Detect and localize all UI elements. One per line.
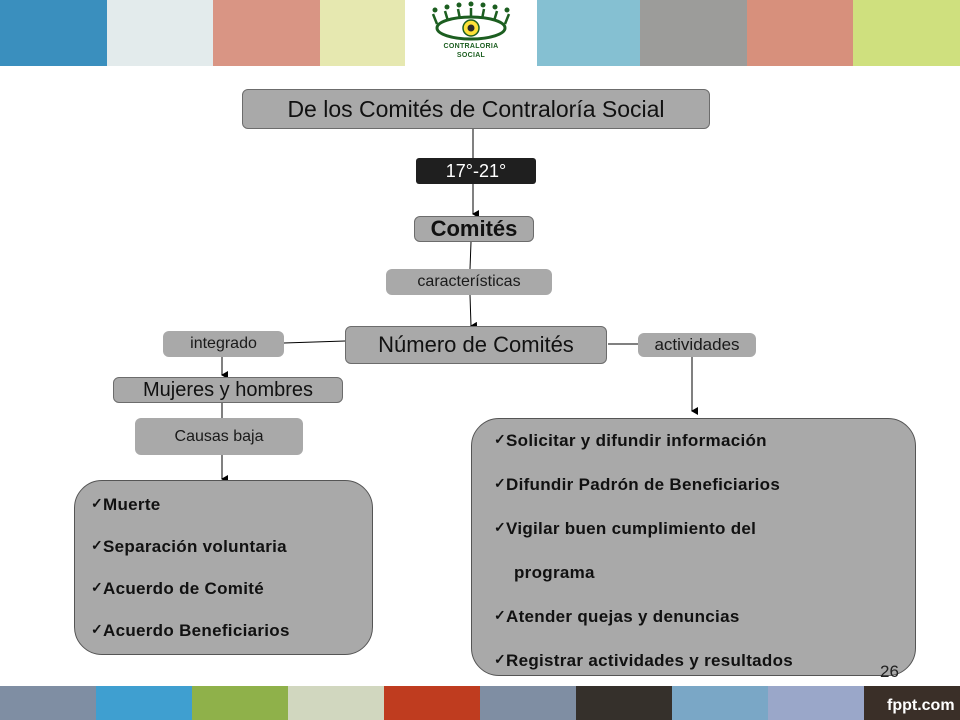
bottom-band-segment bbox=[768, 686, 864, 720]
connector-caracteristicas-numero bbox=[470, 295, 471, 326]
bottom-band-segment bbox=[192, 686, 288, 720]
check-icon: ✓ bbox=[494, 519, 507, 535]
caracteristicas-label: características bbox=[386, 269, 552, 295]
check-icon: ✓ bbox=[91, 537, 104, 553]
check-icon: ✓ bbox=[91, 495, 104, 511]
comites-node: Comités bbox=[414, 216, 534, 242]
bottom-band-segment bbox=[576, 686, 672, 720]
check-icon: ✓ bbox=[494, 475, 507, 491]
check-icon: ✓ bbox=[494, 607, 507, 623]
bottom-band-segment bbox=[384, 686, 480, 720]
logo-text-line2: SOCIAL bbox=[456, 52, 486, 59]
check-icon: ✓ bbox=[91, 621, 104, 637]
causas-baja-label: Causas baja bbox=[135, 418, 303, 455]
bottom-band-segment bbox=[96, 686, 192, 720]
causas-baja-list bbox=[74, 480, 373, 655]
list-item: ✓ Acuerdo de Comité bbox=[91, 579, 264, 598]
list-item: ✓ Atender quejas y denuncias bbox=[494, 607, 740, 626]
list-item-continuation: programa bbox=[514, 563, 595, 582]
list-item: ✓ Muerte bbox=[91, 495, 161, 514]
mujeres-hombres-node: Mujeres y hombres bbox=[113, 377, 343, 403]
bottom-band-segment bbox=[0, 686, 96, 720]
connector-comites-caracteristicas bbox=[470, 242, 471, 269]
list-item: ✓ Difundir Padrón de Beneficiarios bbox=[494, 475, 781, 494]
list-item: ✓ Separación voluntaria bbox=[91, 537, 287, 556]
bottom-band-segment bbox=[288, 686, 384, 720]
bottom-band-segment bbox=[672, 686, 768, 720]
list-item: ✓ Registrar actividades y resultados bbox=[494, 651, 794, 670]
check-icon: ✓ bbox=[91, 579, 104, 595]
list-item: ✓ Vigilar buen cumplimiento del bbox=[494, 519, 757, 538]
numero-comites-node: Número de Comités bbox=[345, 326, 607, 364]
logo-text-line1: CONTRALORIA bbox=[443, 43, 499, 50]
integrado-label: integrado bbox=[163, 331, 284, 357]
bottom-band-segment bbox=[480, 686, 576, 720]
article-range-node: 17°-21° bbox=[416, 158, 536, 184]
bottom-color-band bbox=[0, 686, 960, 720]
footer-brand: fppt.com bbox=[887, 697, 955, 714]
check-icon: ✓ bbox=[494, 431, 507, 447]
page-number: 26 bbox=[880, 662, 899, 681]
actividades-label: actividades bbox=[638, 333, 756, 357]
diagram-title-node: De los Comités de Contraloría Social bbox=[242, 89, 710, 129]
check-icon: ✓ bbox=[494, 651, 507, 667]
list-item: ✓ Acuerdo Beneficiarios bbox=[91, 621, 290, 640]
list-item: ✓ Solicitar y difundir información bbox=[494, 431, 767, 450]
connector-numero-integrado bbox=[284, 341, 345, 343]
actividades-list bbox=[471, 418, 916, 676]
